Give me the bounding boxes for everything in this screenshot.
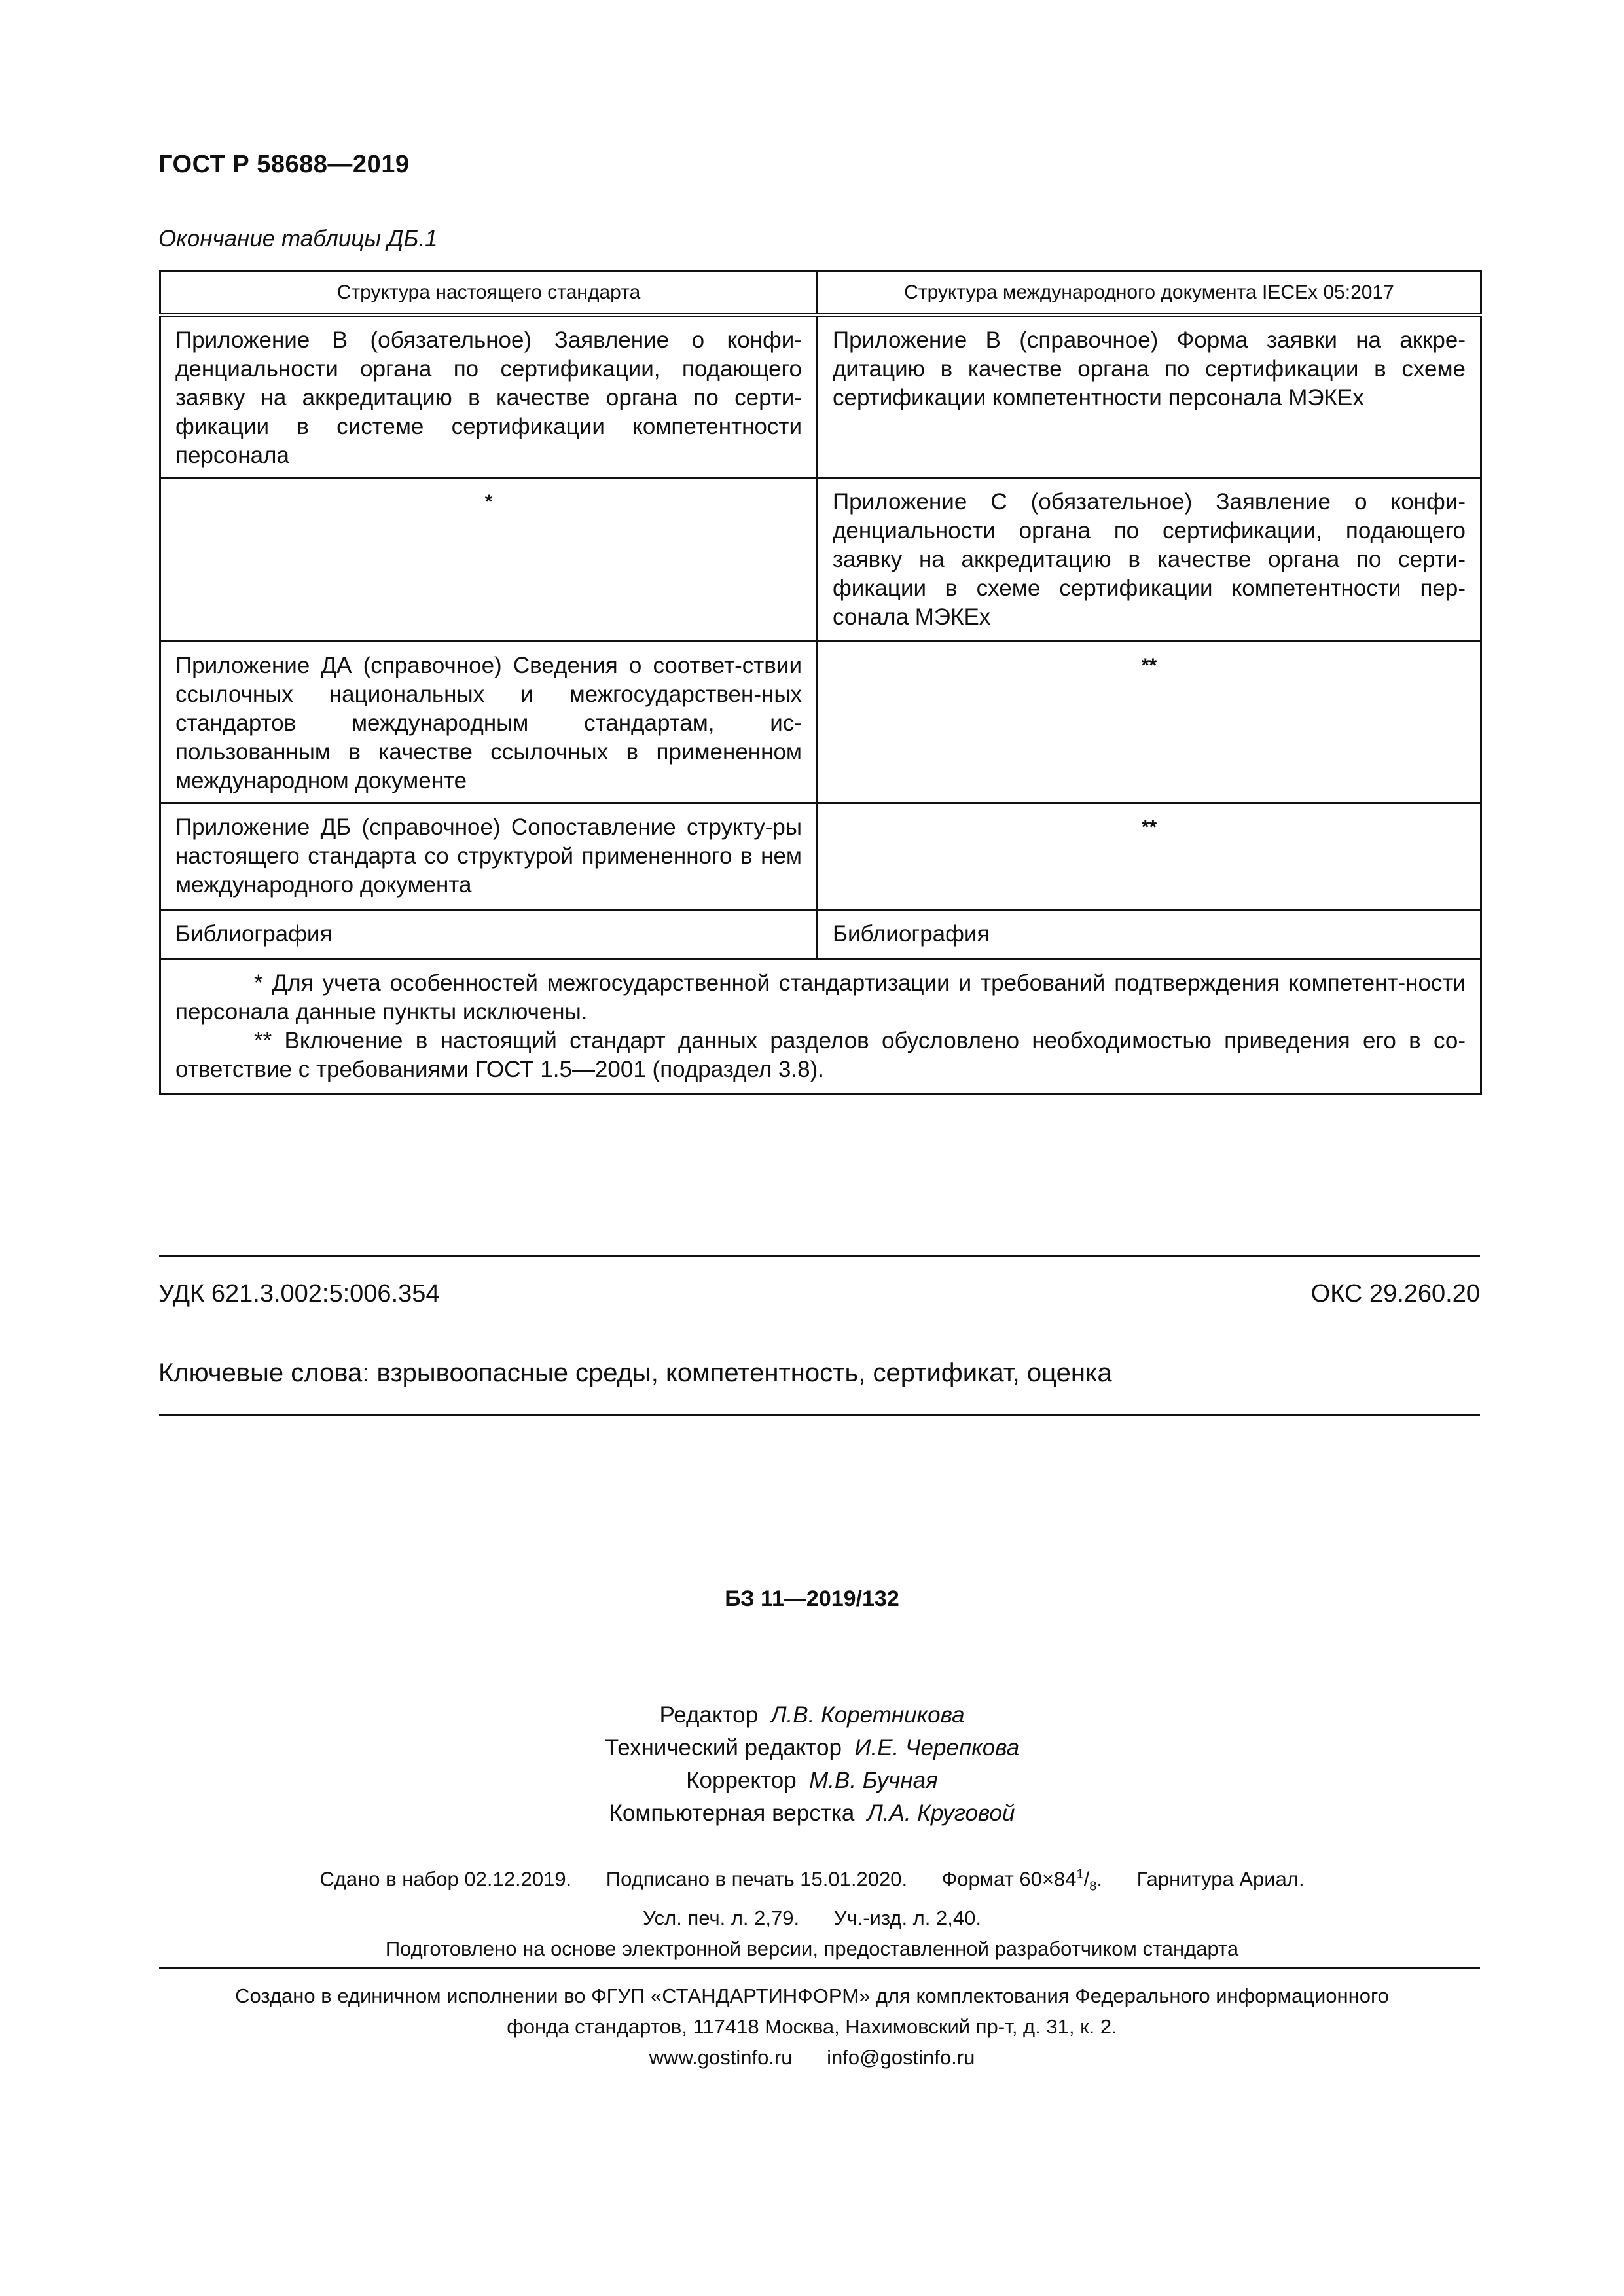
table-header-row	[160, 272, 1481, 316]
table-caption: Окончание таблицы ДБ.1	[158, 226, 438, 251]
divider	[159, 1967, 1480, 1969]
table-notes-row	[160, 959, 1481, 1095]
table-note: ** Включение в настоящий стандарт данных разделов обусловлено необходимостью приведения его в со-ответствие с требованиями ГОСТ 1.5—2001 (подраздел 3.8).	[175, 1028, 1466, 1082]
footer-line: Создано в единичном исполнении во ФГУП «СТАНДАРТИНФОРМ» для комплектования Федерального информационного	[235, 1984, 1389, 2007]
print-line: Усл. печ. л. 2,79. Уч.-изд. л. 2,40.	[643, 1906, 981, 1929]
publisher-footer	[0, 1980, 1624, 2073]
prepared-note: Подготовлено на основе электронной версии, предоставленной разработчиком стандарта	[385, 1937, 1239, 1960]
table-row	[160, 478, 1481, 642]
table-cell: Приложение С (обязательное) Заявление о конфи-денциальности органа по сертификации, подающего заявку на аккредитацию в качестве органа по серти-фикации в схеме сертификации компетентности пер-сонала МЭКЕх	[818, 478, 1481, 642]
document-id: ГОСТ Р 58688—2019	[158, 151, 410, 178]
email-link[interactable]: info@gostinfo.ru	[827, 2046, 975, 2069]
table-note: * Для учета особенностей межгосударственной стандартизации и требований подтверждения компетент-ности персонала данные пункты исключены.	[175, 970, 1466, 1025]
bz-number: БЗ 11—2019/132	[725, 1586, 899, 1611]
udk-code: УДК 621.3.002:5:006.354	[158, 1280, 440, 1307]
table-cell: Приложение ДБ (справочное) Сопоставление структу-ры настоящего стандарта со структурой примененного в нем международного документа	[160, 803, 818, 910]
table-cell: Приложение ДА (справочное) Сведения о соответ-ствии ссылочных национальных и межгосударствен-ных стандартов международным стандартам, ис-пользованным в качестве ссылочных в примененном международном документе	[160, 642, 818, 803]
table-cell: **	[818, 803, 1481, 910]
website-link[interactable]: www.gostinfo.ru	[649, 2046, 793, 2069]
table-cell: *	[160, 478, 818, 642]
table-cell: **	[818, 642, 1481, 803]
table-cell: Библиография	[818, 910, 1481, 959]
staff-line: Технический редактор И.Е. Черепкова	[604, 1735, 1020, 1760]
divider	[159, 1414, 1480, 1416]
staff-line: Корректор М.В. Бучная	[686, 1768, 938, 1793]
table-cell: Приложение В (обязательное) Заявление о конфи-денциальности органа по сертификации, подающего заявку на аккредитацию в качестве органа по серти-фикации в системе сертификации компетентности персонала	[160, 315, 818, 478]
table-cell: Библиография	[160, 910, 818, 959]
table-cell: Приложение В (справочное) Форма заявки на аккре-дитацию в качестве органа по сертификации в схеме сертификации компетентности персонала МЭКЕх	[818, 315, 1481, 478]
structure-table	[159, 270, 1482, 1095]
staff-list	[0, 1699, 1624, 1830]
table-row	[160, 910, 1481, 959]
keywords: Ключевые слова: взрывоопасные среды, компетентность, сертификат, оценка	[158, 1358, 1112, 1387]
print-line: Сдано в набор 02.12.2019. Подписано в печать 15.01.2020. Формат $60\times 84^1/_8$. Гарнитура Ариал.	[319, 1867, 1305, 1894]
footer-contacts	[0, 2042, 1624, 2073]
footer-line: фонда стандартов, 117418 Москва, Нахимовский пр-т, д. 31, к. 2.	[507, 2015, 1117, 2038]
column-header: Структура международного документа IECEx 05:2017	[818, 272, 1481, 316]
staff-line: Редактор Л.В. Коретникова	[659, 1702, 965, 1728]
table-notes	[160, 959, 1481, 1095]
table-row	[160, 803, 1481, 910]
table-row	[160, 642, 1481, 803]
print-details	[0, 1859, 1624, 1964]
divider	[159, 1255, 1480, 1257]
staff-line: Компьютерная верстка Л.А. Круговой	[609, 1800, 1015, 1826]
table-row	[160, 315, 1481, 478]
oks-code: ОКС 29.260.20	[1310, 1280, 1480, 1307]
column-header: Структура настоящего стандарта	[160, 272, 818, 316]
